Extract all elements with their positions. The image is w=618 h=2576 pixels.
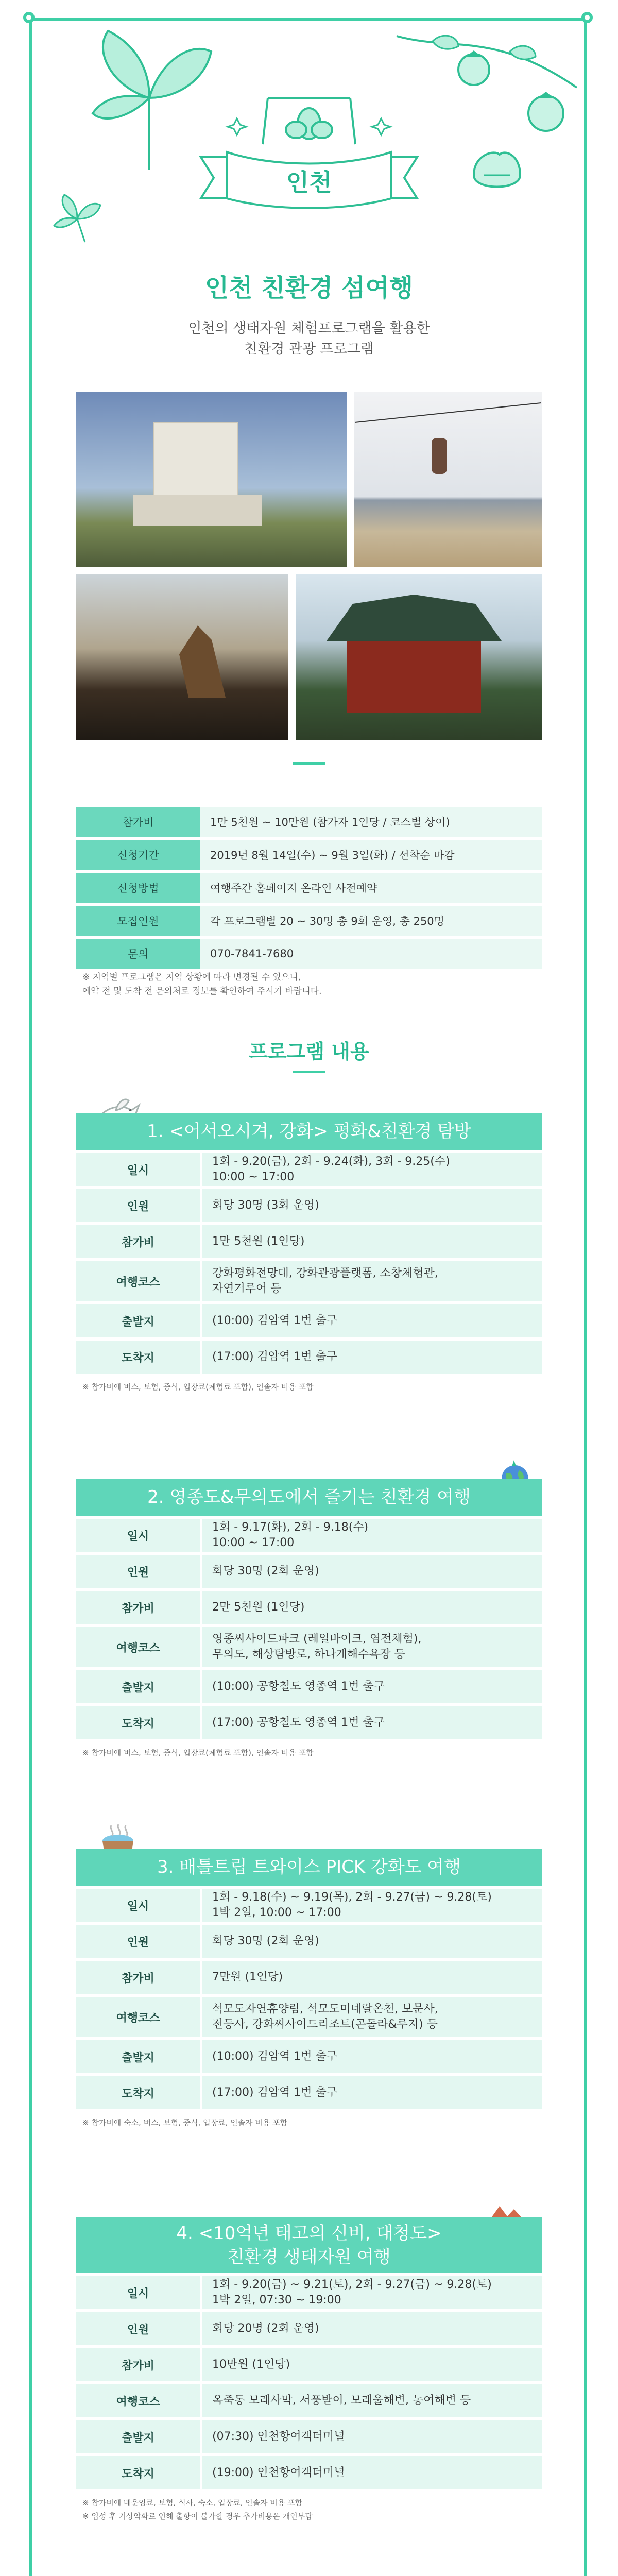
program-row [76,1304,542,1337]
photo-pavilion [296,574,542,740]
program-title-line: 2. 영종도&무의도에서 즐기는 친환경 여행 [147,1487,471,1507]
program-row-label: 일시 [76,1153,200,1186]
program-row-value: 옥죽동 모래사막, 서풍받이, 모래울해변, 농여해변 등 [202,2384,542,2417]
photo-rocks [76,574,288,740]
program-row [76,1153,542,1186]
info-value: 각 프로그램별 20 ~ 30명 총 9회 운영, 총 250명 [200,906,542,936]
program-row-value: 10만원 (1인당) [202,2348,542,2381]
program-1 [76,1113,542,1393]
program-row-value: 회당 20명 (2회 운영) [202,2312,542,2345]
program-row-label: 참가비 [76,1225,200,1258]
info-table [76,804,542,972]
program-row-value: 석모도자연휴양림, 석모도미네랄온천, 보문사, 전등사, 강화씨사이드리조트(곤돌라&루지) 등 [202,1997,542,2037]
info-row [76,906,542,936]
info-note [82,971,322,998]
program-row-value: 1회 - 9.18(수) ~ 9.19(목), 2회 - 9.27(금) ~ 9.28(토) 1박 2일, 10:00 ~ 17:00 [202,1889,542,1922]
program-row-value: 1회 - 9.20(금) ~ 9.21(토), 2회 - 9.27(금) ~ 9.28(토) 1박 2일, 07:30 ~ 19:00 [202,2276,542,2309]
program-title-line: 1. <어서오시겨, 강화> 평화&친환경 탐방 [147,1121,471,1142]
program-row-value: (10:00) 공항철도 영종역 1번 출구 [202,1670,542,1703]
program-row-value: 1만 5천원 (1인당) [202,1225,542,1258]
program-row-label: 여행코스 [76,2384,200,2417]
page-title: 인천 친환경 섬여행 [204,274,414,302]
program-row-label: 인원 [76,2312,200,2345]
program-row [76,1961,542,1994]
program-row-label: 도착지 [76,2076,200,2109]
info-row [76,807,542,837]
leaf-icon [49,191,106,247]
program-row-label: 인원 [76,1189,200,1222]
program-note: ※ 입성 후 기상악화로 인해 출항이 불가할 경우 추가비용은 개인부담 [82,2512,313,2521]
program-2 [76,1479,542,1759]
flower-icon [221,88,397,149]
program-row-label: 출발지 [76,1670,200,1703]
program-row-label: 여행코스 [76,1261,200,1301]
info-value: 1만 5천원 ~ 10만원 (참가자 1인당 / 코스별 상이) [200,807,542,837]
program-4 [76,2217,542,2522]
program-row-value: 1회 - 9.17(화), 2회 - 9.18(수) 10:00 ~ 17:00 [202,1519,542,1552]
program-row-label: 도착지 [76,1706,200,1739]
page-subtitle [0,318,618,360]
section-title: 프로그램 내용 [249,1040,369,1063]
program-title [76,1113,542,1150]
program-row-value: 회당 30명 (2회 운영) [202,1925,542,1958]
photo-collage [76,392,542,740]
info-label: 신청기간 [76,840,200,870]
program-row [76,1225,542,1258]
program-row [76,1519,542,1552]
section-divider [293,762,325,765]
program-row-value: 1회 - 9.20(금), 2회 - 9.24(화), 3회 - 9.25(수) 10:00 ~ 17:00 [202,1153,542,1186]
subtitle-line: 친환경 관광 프로그램 [244,341,374,357]
program-row-value: 7만원 (1인당) [202,1961,542,1994]
region-label: 인천 [286,168,332,196]
program-row-value: 영종씨사이드파크 (레일바이크, 염전체험), 무의도, 해상탐방로, 하나개해수욕장 등 [202,1627,542,1667]
program-row-value: 회당 30명 (3회 운영) [202,1189,542,1222]
frame-corner-dot [23,12,35,23]
program-row-label: 여행코스 [76,1627,200,1667]
program-row-label: 일시 [76,1889,200,1922]
program-3 [76,1849,542,2129]
program-row [76,1341,542,1374]
program-title [76,2217,542,2273]
info-value: 2019년 8월 14일(수) ~ 9월 3일(화) / 선착순 마감 [200,840,542,870]
info-row [76,840,542,870]
program-row-label: 인원 [76,1555,200,1588]
program-title-line: 4. <10억년 태고의 신비, 대청도> [176,2223,442,2244]
program-row [76,2384,542,2417]
program-row [76,1627,542,1667]
program-row-value: (07:30) 인천항여객터미널 [202,2420,542,2453]
program-row-label: 참가비 [76,1591,200,1624]
program-row [76,1925,542,1958]
info-value: 070-7841-7680 [200,939,542,969]
program-row-label: 도착지 [76,1341,200,1374]
program-row [76,2076,542,2109]
program-row-value: 회당 30명 (2회 운영) [202,1555,542,1588]
program-row [76,2348,542,2381]
program-row-value: (17:00) 검암역 1번 출구 [202,2076,542,2109]
program-row-value: 강화평화전망대, 강화관광플랫폼, 소창체험관, 자연거루어 등 [202,1261,542,1301]
info-value: 여행주간 홈페이지 온라인 사전예약 [200,873,542,903]
program-row [76,1670,542,1703]
program-row-label: 참가비 [76,1961,200,1994]
program-row-label: 일시 [76,1519,200,1552]
program-row-value: (10:00) 검암역 1번 출구 [202,2040,542,2073]
info-label: 신청방법 [76,873,200,903]
photo-observatory [76,392,347,567]
program-note: ※ 참가비에 숙소, 버스, 보험, 중식, 입장료, 인솔자 비용 포함 [82,2118,288,2127]
program-title [76,1849,542,1886]
program-row [76,1997,542,2037]
program-row [76,1261,542,1301]
program-row [76,2456,542,2489]
program-title [76,1479,542,1516]
program-row [76,1889,542,1922]
program-row-label: 출발지 [76,2040,200,2073]
program-row [76,1591,542,1624]
program-title-line: 3. 배틀트립 트와이스 PICK 강화도 여행 [157,1857,461,1877]
program-title-line: 친환경 생태자원 여행 [227,2247,391,2267]
info-row [76,939,542,969]
frame-corner-dot [581,12,593,23]
note-line: 예약 전 및 도착 전 문의처로 정보를 확인하여 주시기 바랍니다. [82,986,322,996]
program-row-label: 일시 [76,2276,200,2309]
program-row-value: 2만 5천원 (1인당) [202,1591,542,1624]
program-row [76,1189,542,1222]
section-divider [293,1071,325,1073]
program-row-label: 출발지 [76,2420,200,2453]
program-row [76,1555,542,1588]
info-label: 모집인원 [76,906,200,936]
photo-zipline [354,392,542,567]
program-row-label: 여행코스 [76,1997,200,2037]
program-row-value: (17:00) 공항철도 영종역 1번 출구 [202,1706,542,1739]
program-note: ※ 참가비에 배운임료, 보험, 식사, 숙소, 입장료, 인솔자 비용 포함 [82,2498,303,2507]
program-row-label: 인원 [76,1925,200,1958]
info-label: 참가비 [76,807,200,837]
program-row [76,2420,542,2453]
program-row [76,2312,542,2345]
info-row [76,873,542,903]
program-row-label: 출발지 [76,1304,200,1337]
info-label: 문의 [76,939,200,969]
program-row [76,1706,542,1739]
program-row [76,2276,542,2309]
program-note: ※ 참가비에 버스, 보험, 중식, 입장료(체험료 포함), 인솔자 비용 포함 [82,1382,314,1392]
program-row-value: (19:00) 인천항여객터미널 [202,2456,542,2489]
program-row [76,2040,542,2073]
program-note: ※ 참가비에 버스, 보험, 중식, 입장료(체험료 포함), 인솔자 비용 포함 [82,1748,314,1757]
program-row-label: 참가비 [76,2348,200,2381]
note-line: ※ 지역별 프로그램은 지역 상황에 따라 변경될 수 있으니, [82,972,301,982]
program-row-label: 도착지 [76,2456,200,2489]
program-row-value: (10:00) 검암역 1번 출구 [202,1304,542,1337]
subtitle-line: 인천의 생태자원 체험프로그램을 활용한 [188,320,430,336]
program-row-value: (17:00) 검암역 1번 출구 [202,1341,542,1374]
chestnut-icon [464,139,530,201]
